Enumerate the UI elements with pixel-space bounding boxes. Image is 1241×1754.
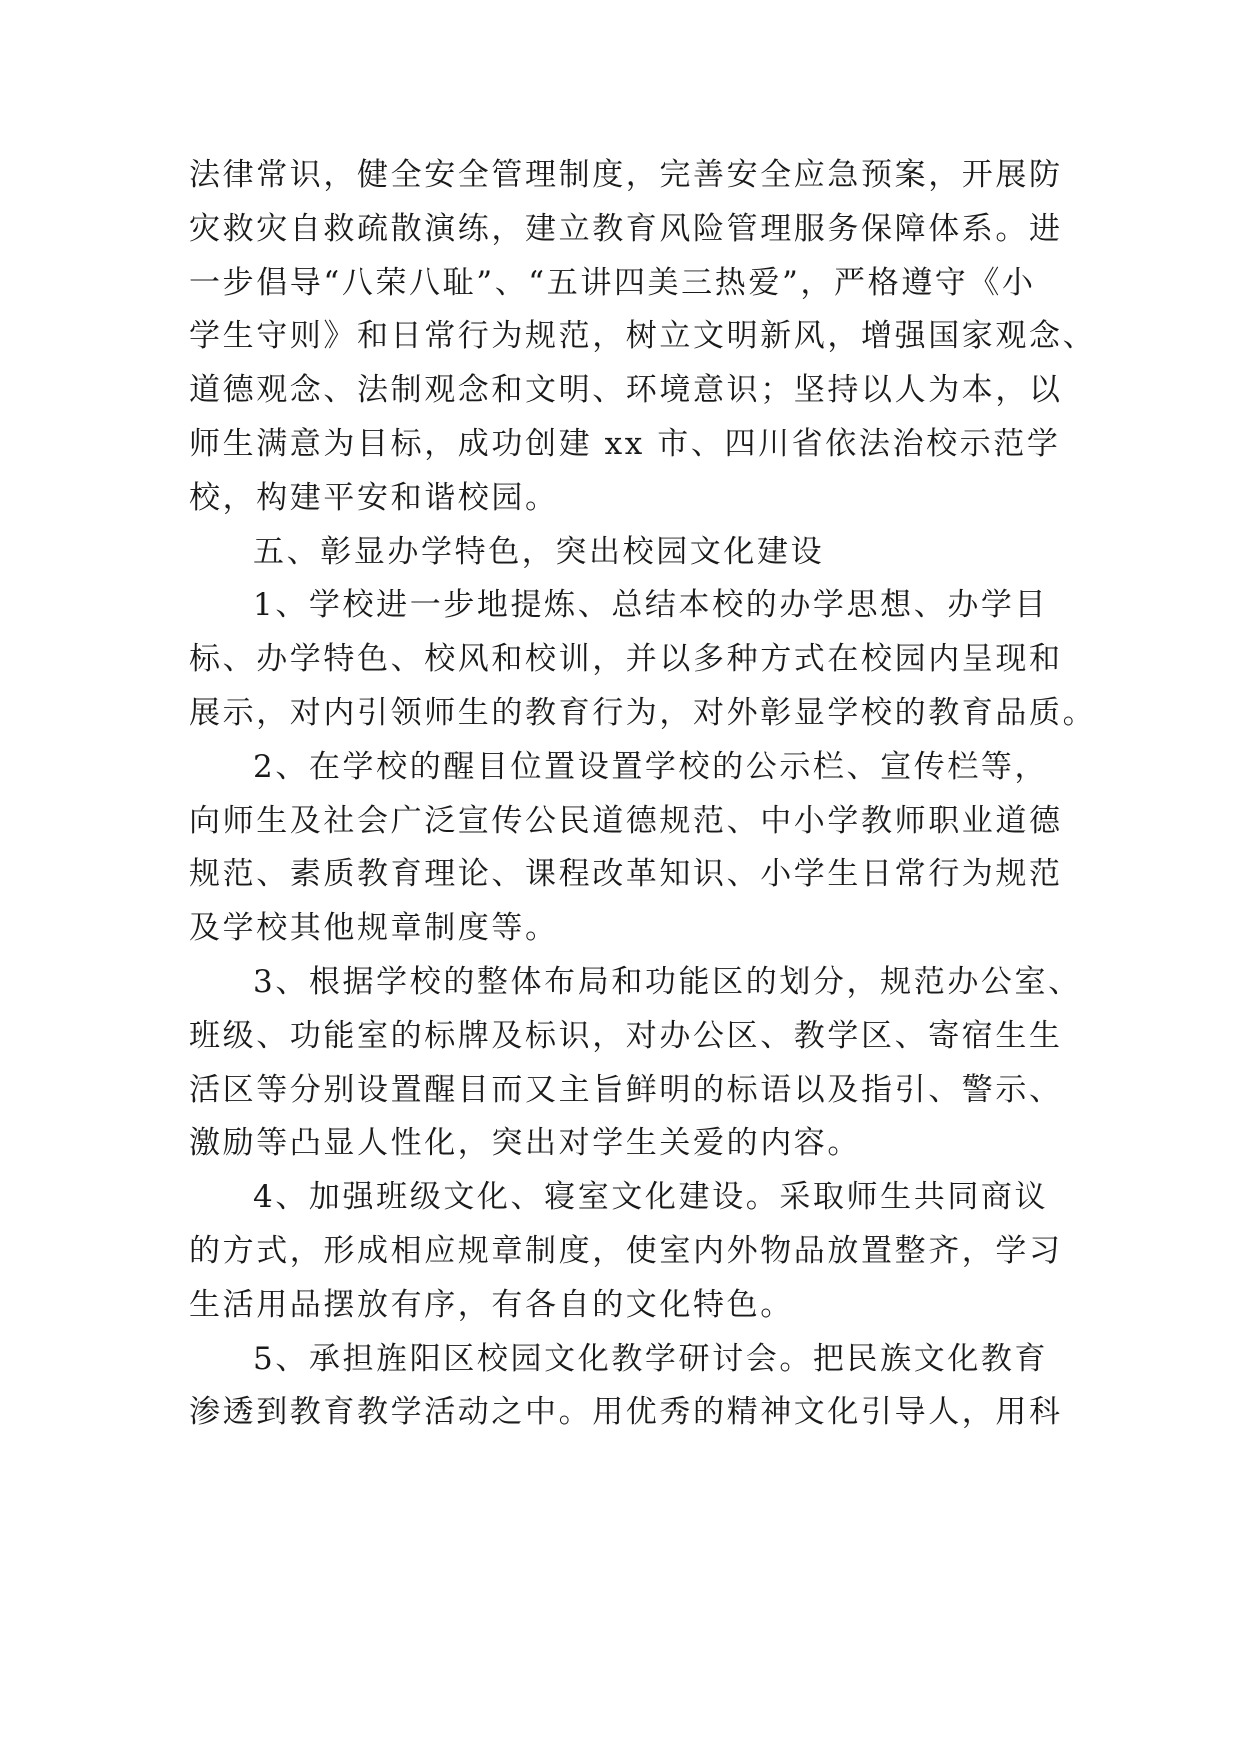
paragraph-safety <box>189 149 1097 526</box>
text-line: 校，构建平安和谐校园。 <box>189 479 559 516</box>
text-line: 3、根据学校的整体布局和功能区的划分，规范办公室、 <box>253 963 1082 1000</box>
text-line: 规范、素质教育理论、课程改革知识、小学生日常行为规范 <box>189 856 1063 893</box>
text-line: 学生守则》和日常行为规范，树立文明新风，增强国家观念、 <box>189 318 1097 355</box>
text-line: 的方式，形成相应规章制度，使室内外物品放置整齐，学习 <box>189 1232 1063 1269</box>
text-line: 生活用品摆放有序，有各自的文化特色。 <box>189 1286 794 1323</box>
text-line: 道德观念、法制观念和文明、环境意识；坚持以人为本，以 <box>189 372 1063 409</box>
paragraph-item-2 <box>189 741 1069 956</box>
text-line: 标、办学特色、校风和校训，并以多种方式在校园内呈现和 <box>189 641 1063 678</box>
text-line: 4、加强班级文化、寝室文化建设。采取师生共同商议 <box>253 1179 1049 1216</box>
text-line: 活区等分别设置醒目而又主旨鲜明的标语以及指引、警示、 <box>189 1071 1063 1108</box>
section-heading-text: 五、彰显办学特色，突出校园文化建设 <box>253 533 825 570</box>
text-line: 2、在学校的醒目位置设置学校的公示栏、宣传栏等， <box>253 748 1049 785</box>
paragraph-item-3 <box>189 956 1082 1171</box>
paragraph-item-1 <box>189 579 1097 740</box>
text-line: 渗透到教育教学活动之中。用优秀的精神文化引导人，用科 <box>189 1394 1063 1431</box>
paragraph-item-4 <box>189 1171 1069 1332</box>
text-line: 激励等凸显人性化，突出对学生关爱的内容。 <box>189 1125 861 1162</box>
text-line: 向师生及社会广泛宣传公民道德规范、中小学教师职业道德 <box>189 802 1063 839</box>
text-line: 一步倡导“八荣八耻”、“五讲四美三热爱”，严格遵守《小 <box>189 264 1036 301</box>
document-body <box>189 149 1097 1440</box>
text-line: 展示，对内引领师生的教育行为，对外彰显学校的教育品质。 <box>189 694 1097 731</box>
section-heading <box>189 526 1069 580</box>
text-line: 及学校其他规章制度等。 <box>189 910 559 947</box>
text-line: 班级、功能室的标牌及标识，对办公区、教学区、寄宿生生 <box>189 1017 1063 1054</box>
paragraph-item-5 <box>189 1333 1069 1441</box>
text-line: 法律常识，健全安全管理制度，完善安全应急预案，开展防 <box>189 157 1063 193</box>
text-line: 5、承担旌阳区校园文化教学研讨会。把民族文化教育 <box>253 1340 1049 1377</box>
text-line: 灾救灾自救疏散演练，建立教育风险管理服务保障体系。进 <box>189 210 1063 247</box>
text-line: 师生满意为目标，成功创建 xx 市、四川省依法治校示范学 <box>189 425 1061 462</box>
text-line: 1、学校进一步地提炼、总结本校的办学思想、办学目 <box>253 587 1049 624</box>
